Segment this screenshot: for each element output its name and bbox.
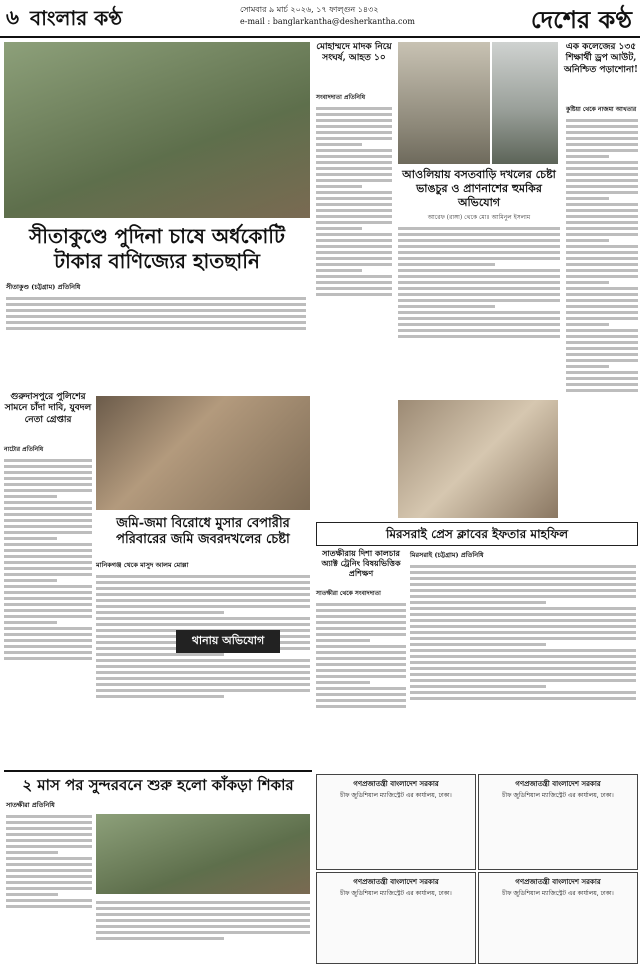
masthead: [0, 0, 640, 38]
text-line: [96, 581, 310, 584]
text-line: [410, 613, 636, 616]
text-line: [566, 317, 638, 320]
text-line: [4, 507, 92, 510]
gurudaspur-byline: নাটোর প্রতিনিধি: [4, 446, 44, 453]
text-line: [96, 653, 224, 656]
text-line: [316, 191, 392, 194]
text-line: [316, 209, 392, 212]
ad-body: [479, 899, 637, 903]
text-line: [316, 245, 392, 248]
text-line: [4, 639, 92, 642]
text-line: [398, 305, 495, 308]
training-body: [316, 600, 406, 770]
text-line: [316, 633, 406, 636]
text-line: [566, 281, 609, 284]
text-line: [566, 359, 638, 362]
text-line: [96, 931, 310, 934]
text-line: [566, 203, 638, 206]
text-line: [316, 143, 362, 146]
text-line: [96, 689, 310, 692]
text-line: [566, 227, 638, 230]
text-line: [398, 323, 560, 326]
text-line: [4, 573, 92, 576]
text-line: [4, 657, 92, 660]
text-line: [566, 329, 638, 332]
text-line: [566, 371, 638, 374]
text-line: [398, 257, 560, 260]
text-line: [96, 695, 224, 698]
text-line: [316, 137, 392, 140]
land-body: [96, 572, 310, 764]
text-line: [96, 683, 310, 686]
masthead-email: e-mail : banglarkantha@desherkantha.com: [240, 17, 415, 26]
text-line: [4, 471, 92, 474]
text-line: [316, 233, 392, 236]
text-line: [566, 341, 638, 344]
text-line: [410, 691, 636, 694]
mirsarai-body: [410, 562, 636, 770]
text-line: [566, 131, 638, 134]
text-line: [566, 275, 638, 278]
text-line: [410, 649, 636, 652]
text-line: [6, 833, 92, 836]
text-line: [566, 155, 609, 158]
abduliya-body: [398, 224, 560, 396]
text-line: [6, 887, 92, 890]
text-line: [316, 675, 406, 678]
text-line: [4, 495, 57, 498]
text-line: [4, 591, 92, 594]
text-line: [316, 107, 392, 110]
text-line: [316, 161, 392, 164]
text-line: [566, 323, 609, 326]
text-line: [398, 335, 560, 338]
text-line: [316, 693, 406, 696]
text-line: [4, 489, 92, 492]
sundarban-body-1: [6, 812, 92, 962]
text-line: [4, 477, 92, 480]
text-line: [398, 293, 560, 296]
pudina-headline: সীতাকুণ্ডে পুদিনা চাষে অর্ধকোটি টাকার বাণিজ্যের হাতছানি: [29, 224, 285, 273]
text-line: [6, 905, 92, 908]
text-line: [410, 643, 546, 646]
sundarban-body-2: [96, 898, 310, 962]
text-line: [566, 149, 638, 152]
text-line: [6, 297, 306, 300]
text-line: [316, 203, 392, 206]
text-line: [6, 315, 306, 318]
text-line: [566, 137, 638, 140]
abduliya-byline: আরেফ (রাঙ্গা) থেকে মোঃ আমিনুল ইসলাম: [427, 214, 531, 221]
text-line: [4, 597, 92, 600]
text-line: [410, 577, 636, 580]
text-line: [4, 627, 92, 630]
gov-ad-1: [316, 774, 476, 870]
text-line: [398, 317, 560, 320]
text-line: [316, 227, 362, 230]
ad-body: [317, 801, 475, 805]
text-line: [316, 275, 392, 278]
text-line: [4, 531, 92, 534]
text-line: [566, 209, 638, 212]
ad-body: [317, 899, 475, 903]
text-line: [410, 565, 636, 568]
ad-subtitle: চীফ জুডিশিয়াল ম্যাজিস্ট্রেট এর কার্যালয়, ঢাকা।: [340, 792, 452, 799]
text-line: [410, 589, 636, 592]
paper-name: বাংলার কণ্ঠ: [30, 6, 123, 30]
text-line: [4, 513, 92, 516]
text-line: [410, 607, 636, 610]
text-line: [4, 621, 57, 624]
mirsarai-headline: মিরসরাই প্রেস ক্লাবের ইফতার মাহফিল: [385, 527, 569, 541]
text-line: [566, 221, 638, 224]
text-line: [566, 353, 638, 356]
text-line: [96, 623, 310, 626]
pudina-byline: সীতাকুণ্ড (চট্টগ্রাম) প্রতিনিধি: [6, 283, 81, 291]
text-line: [566, 287, 638, 290]
text-line: [566, 179, 638, 182]
text-line: [566, 125, 638, 128]
text-line: [6, 857, 92, 860]
text-line: [96, 919, 310, 922]
text-line: [398, 311, 560, 314]
text-line: [4, 651, 92, 654]
text-line: [410, 655, 636, 658]
text-line: [566, 383, 638, 386]
gov-ad-2: [478, 774, 638, 870]
abduliya-photo-2: [492, 42, 558, 164]
training-headline: সাতক্ষীরায় দিশা কালচার অ্যাক্ট ট্রেনিং বিষয়ভিত্তিক প্রশিক্ষণ: [321, 548, 401, 578]
text-line: [410, 637, 636, 640]
text-line: [316, 257, 392, 260]
text-line: [96, 925, 310, 928]
text-line: [4, 567, 92, 570]
text-line: [398, 263, 495, 266]
text-line: [410, 631, 636, 634]
text-line: [316, 627, 406, 630]
text-line: [398, 233, 560, 236]
text-line: [566, 251, 638, 254]
text-line: [316, 621, 406, 624]
text-line: [96, 671, 310, 674]
text-line: [316, 639, 370, 642]
text-line: [6, 875, 92, 878]
college-body: [566, 116, 638, 536]
text-line: [4, 543, 92, 546]
text-line: [316, 197, 392, 200]
text-line: [316, 657, 406, 660]
text-line: [96, 677, 310, 680]
page-number: ৬: [6, 5, 20, 29]
masthead-date: সোমবার ৯ মার্চ ২০২৬, ১৭ ফাল্গুন ১৪৩২: [240, 5, 379, 14]
text-line: [566, 239, 609, 242]
text-line: [6, 899, 92, 902]
text-line: [6, 821, 92, 824]
text-line: [410, 685, 546, 688]
text-line: [398, 269, 560, 272]
text-line: [566, 311, 638, 314]
text-line: [398, 299, 560, 302]
text-line: [566, 257, 638, 260]
text-line: [566, 197, 609, 200]
mirsarai-banner: [316, 522, 638, 546]
text-line: [316, 113, 392, 116]
text-line: [316, 705, 406, 708]
ad-title: গণপ্রজাতন্ত্রী বাংলাদেশ সরকার: [353, 779, 439, 788]
text-line: [316, 221, 392, 224]
text-line: [6, 327, 306, 330]
text-line: [4, 555, 92, 558]
text-line: [316, 179, 392, 182]
text-line: [410, 673, 636, 676]
text-line: [4, 537, 57, 540]
ad-title: গণপ্রজাতন্ত্রী বাংলাদেশ সরকার: [353, 877, 439, 886]
text-line: [6, 881, 92, 884]
text-line: [4, 645, 92, 648]
land-headline: জমি-জমা বিরোধে মুসার বেপারীর পরিবারের জমি জবরদখলের চেষ্টা: [116, 516, 290, 548]
text-line: [316, 173, 392, 176]
pudina-body: [6, 294, 306, 352]
text-line: [316, 699, 406, 702]
text-line: [566, 215, 638, 218]
text-line: [316, 663, 406, 666]
text-line: [6, 851, 58, 854]
text-line: [6, 321, 306, 324]
text-line: [4, 609, 92, 612]
text-line: [398, 287, 560, 290]
text-line: [316, 669, 406, 672]
text-line: [316, 263, 392, 266]
text-line: [398, 329, 560, 332]
pudina-photo: [4, 42, 310, 218]
mohalchhari-headline: মোহাম্মদে মাদক নিয়ে সংঘর্ষ, আহত ১০: [316, 42, 392, 64]
text-line: [96, 907, 310, 910]
text-line: [410, 571, 636, 574]
text-line: [96, 575, 310, 578]
text-line: [96, 593, 310, 596]
text-line: [398, 281, 560, 284]
text-line: [6, 815, 92, 818]
text-line: [398, 251, 560, 254]
text-line: [4, 561, 92, 564]
text-line: [96, 913, 310, 916]
text-line: [566, 335, 638, 338]
abduliya-headline: আওলিয়ায় বসতবাড়ি দখলের চেষ্টা ভাঙচুর ও প্রাণনাশের হুমকির অভিযোগ: [402, 168, 556, 209]
text-line: [316, 281, 392, 284]
mirsarai-byline: মিরসরাই (চট্টগ্রাম) প্রতিনিধি: [410, 551, 484, 559]
text-line: [566, 269, 638, 272]
text-line: [96, 659, 310, 662]
text-line: [316, 645, 406, 648]
text-line: [316, 125, 392, 128]
text-line: [566, 161, 638, 164]
text-line: [96, 901, 310, 904]
text-line: [398, 227, 560, 230]
text-line: [96, 665, 310, 668]
text-line: [566, 263, 638, 266]
text-line: [410, 601, 546, 604]
text-line: [96, 617, 310, 620]
text-line: [398, 239, 560, 242]
ad-body: [479, 801, 637, 805]
text-line: [316, 239, 392, 242]
text-line: [4, 585, 92, 588]
text-line: [410, 697, 636, 700]
text-line: [566, 377, 638, 380]
text-line: [96, 937, 224, 940]
text-line: [316, 155, 392, 158]
text-line: [316, 293, 392, 296]
text-line: [566, 305, 638, 308]
sundarban-headline: ২ মাস পর সুন্দরবনে শুরু হলো কাঁকড়া শিকার: [22, 776, 294, 794]
text-line: [4, 459, 92, 462]
college-headline: এক কলেজের ১৩৫ শিক্ষার্থী ড্রপ আউট, অনিশ্চিত পড়াশোনা!: [564, 42, 638, 75]
text-line: [4, 579, 57, 582]
text-line: [316, 167, 392, 170]
college-byline: কুষ্টিয়া থেকে নাজমা আখতার: [566, 106, 637, 113]
land-tag: থানায় অভিযোগ: [176, 630, 280, 653]
text-line: [566, 167, 638, 170]
text-line: [6, 303, 306, 306]
text-line: [316, 131, 392, 134]
text-line: [316, 215, 392, 218]
text-line: [410, 625, 636, 628]
text-line: [410, 661, 636, 664]
land-byline: মানিকগঞ্জ থেকে মাসুদ আলম মোল্লা: [96, 561, 189, 569]
text-line: [410, 667, 636, 670]
gov-ad-4: [478, 872, 638, 964]
text-line: [566, 347, 638, 350]
ad-title: গণপ্রজাতন্ত্রী বাংলাদেশ সরকার: [515, 779, 601, 788]
sundarban-photo: [96, 814, 310, 894]
text-line: [6, 839, 92, 842]
text-line: [4, 615, 92, 618]
text-line: [4, 465, 92, 468]
text-line: [316, 269, 362, 272]
text-line: [566, 389, 638, 392]
text-line: [6, 869, 92, 872]
training-byline: সাতক্ষীরা থেকে সংবাদদাতা: [316, 590, 381, 597]
text-line: [6, 309, 306, 312]
abduliya-photo-1: [398, 42, 490, 164]
text-line: [398, 275, 560, 278]
text-line: [410, 619, 636, 622]
text-line: [316, 119, 392, 122]
text-line: [316, 681, 370, 684]
text-line: [4, 483, 92, 486]
ad-title: গণপ্রজাতন্ত্রী বাংলাদেশ সরকার: [515, 877, 601, 886]
text-line: [566, 173, 638, 176]
text-line: [316, 149, 392, 152]
text-line: [316, 603, 406, 606]
sundarban-byline: সাতক্ষীরা প্রতিনিধি: [6, 801, 55, 809]
text-line: [4, 501, 92, 504]
text-line: [566, 191, 638, 194]
sundarban-rule: [4, 770, 312, 772]
text-line: [566, 299, 638, 302]
text-line: [6, 863, 92, 866]
text-line: [566, 245, 638, 248]
text-line: [316, 185, 362, 188]
ad-subtitle: চীফ জুডিশিয়াল ম্যাজিস্ট্রেট এর কার্যালয়, ঢাকা।: [340, 890, 452, 897]
gov-ad-3: [316, 872, 476, 964]
text-line: [316, 687, 406, 690]
mirsarai-photo: [398, 400, 558, 518]
section-title: দেশের কণ্ঠ: [530, 5, 632, 34]
text-line: [410, 679, 636, 682]
text-line: [398, 245, 560, 248]
text-line: [96, 605, 310, 608]
text-line: [566, 293, 638, 296]
text-line: [316, 287, 392, 290]
text-line: [566, 143, 638, 146]
ad-subtitle: চীফ জুডিশিয়াল ম্যাজিস্ট্রেট এর কার্যালয়, ঢাকা।: [502, 792, 614, 799]
mohalchhari-byline: সংবাদদাতা প্রতিনিধি: [316, 94, 366, 101]
text-line: [96, 599, 310, 602]
text-line: [4, 549, 92, 552]
text-line: [96, 611, 224, 614]
land-photo: [96, 396, 310, 510]
mohalchhari-body: [316, 104, 392, 394]
text-line: [4, 633, 92, 636]
text-line: [4, 519, 92, 522]
text-line: [316, 251, 392, 254]
text-line: [316, 609, 406, 612]
text-line: [410, 583, 636, 586]
text-line: [566, 185, 638, 188]
text-line: [566, 365, 609, 368]
text-line: [6, 893, 58, 896]
gurudaspur-headline: গুরুদাসপুরে পুলিশের সামনে চাঁদা দাবি, যুবদল নেতা গ্রেপ্তার: [4, 392, 92, 425]
text-line: [410, 595, 636, 598]
text-line: [566, 119, 638, 122]
text-line: [566, 233, 638, 236]
text-line: [6, 827, 92, 830]
text-line: [4, 603, 92, 606]
text-line: [316, 615, 406, 618]
gurudaspur-body: [4, 456, 92, 762]
text-line: [4, 525, 92, 528]
ad-subtitle: চীফ জুডিশিয়াল ম্যাজিস্ট্রেট এর কার্যালয়, ঢাকা।: [502, 890, 614, 897]
text-line: [316, 651, 406, 654]
text-line: [96, 587, 310, 590]
text-line: [6, 845, 92, 848]
